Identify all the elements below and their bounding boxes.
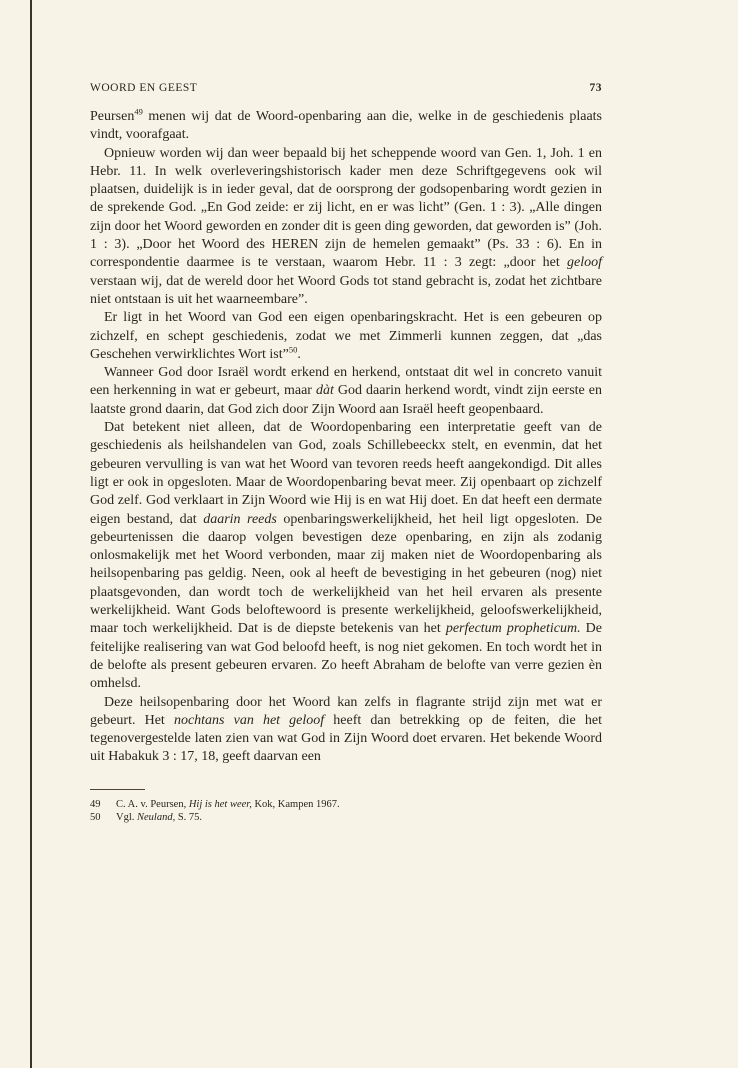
text-run: Kok, Kampen 1967. bbox=[251, 798, 340, 810]
text-run: S. 75. bbox=[175, 812, 203, 824]
text-run: . bbox=[297, 346, 301, 362]
italic-text: dàt bbox=[315, 383, 334, 399]
footnote bbox=[90, 798, 602, 812]
footnotes bbox=[90, 798, 602, 825]
text-run: menen wij dat de Woord-openbaring aan die, welke in de geschiedenis plaats vindt, voorafgaat. bbox=[90, 109, 602, 143]
footnote-text bbox=[116, 798, 340, 812]
text-run: verstaan wij, dat de wereld door het Woord Gods tot stand gebracht is, zodat het zichtbare niet ontstaan is uit het waarneembare”. bbox=[90, 273, 602, 307]
footnote-rule bbox=[90, 789, 145, 790]
paragraph bbox=[90, 309, 602, 364]
text-run: De feitelijke realisering van wat God beloofd heeft, is nog niet gekomen. En toch wordt het in de belofte als present gebeuren ervaren. Zo heeft Abraham de belofte van verre gezien èn omhelsd. bbox=[90, 621, 602, 692]
book-page bbox=[90, 82, 602, 825]
text-run: Opnieuw worden wij dan weer bepaald bij het scheppende woord van Gen. 1, Joh. 1 en Hebr. 11. In welk overleveringshistorisch kader men deze Schriftgegevens ook wil plaatsen, duidelijk is in ieder geval, dat de oorsprong der godsopenbaring wordt gezien in de sprekende God. „En God zeide: er zij licht, en er was licht” (Gen. 1 : 3). „Alle dingen zijn door het Woord geworden en zonder dit is geen ding geworden, dat geworden is” (Joh. 1 : 3). „Door het Woord des HEREN zijn de hemelen gemaakt” (Ps. 33 : 6). En in correspondentie daarmee is te verstaan, waarom Hebr. 11 : 3 zegt: „door het bbox=[90, 145, 602, 271]
footnote-ref: 49 bbox=[134, 106, 143, 117]
text-run: openbaringswerkelijkheid, het heil ligt opgesloten. De gebeurtenissen die daarop volgen bevestigen deze openbaring, en zijn als zodanig onlosmakelijk met het Woord verbonden, maar zij maken niet de Woordopenbaring als heilsopenbaring pas geldig. Neen, ook al heeft de bevestiging in het gebeuren (nog) niet plaatsgevonden, dan wordt toch de werkelijkheid van het heil ervaren als presente werkelijkheid. Want Gods beloftewoord is presente werkelijkheid, geloofswerkelijkheid, maar toch werkelijkheid. Dat is de diepste betekenis van het bbox=[90, 511, 602, 637]
footnote-text bbox=[116, 811, 202, 825]
page-binding-edge bbox=[30, 0, 32, 1068]
italic-text: geloof bbox=[567, 255, 602, 271]
text-run: heeft dan betrekking op de feiten, die het tegenovergestelde laten zien van wat God in Zijn Woord doet ervaren. Het bekende Woord uit Habakuk 3 : 17, 18, geeft daarvan een bbox=[90, 712, 602, 765]
text-run: Wanneer God door Israël wordt erkend en herkend, ontstaat dit wel in concreto vanuit een herkenning in wat er gebeurt, maar bbox=[90, 365, 602, 399]
italic-text: daarin reeds bbox=[203, 511, 277, 527]
text-run: Dat betekent niet alleen, dat de Woordopenbaring een interpretatie geeft van de geschiedenis als heilshandelen van God, zoals Schillebeeckx stelt, en evenmin, dat het gebeuren vervulling is van wat het Woord van tevoren reeds heeft aangekondigd. Dit alles ligt er ook in opgesloten. Maar de Woordopenbaring bevat meer. Zij openbaart op zichzelf God zelf. God verklaart in Zijn Woord wie Hij is en wat Hij doet. En dat heeft een dermate eigen bestand, dat bbox=[90, 420, 602, 527]
running-title: WOORD EN GEEST bbox=[90, 82, 198, 94]
italic-text: Neuland, bbox=[137, 812, 176, 824]
body-text bbox=[90, 108, 602, 767]
text-run: God daarin herkend wordt, vindt zijn eerste en laatste grond daarin, dat God zich door Zijn Woord aan Israël heeft geopenbaard. bbox=[90, 383, 602, 417]
footnote-number: 50 bbox=[90, 812, 101, 824]
footnote-number: 49 bbox=[90, 798, 101, 810]
italic-text: Hij is het weer, bbox=[188, 798, 252, 810]
running-head bbox=[90, 82, 602, 94]
text-run: Er ligt in het Woord van God een eigen openbaringskracht. Het is een gebeuren op zichzelf, en schept geschiedenis, zodat we met Zimmerli kunnen zeggen, dat „das Geschehen verwirklichtes Wort ist” bbox=[90, 310, 602, 362]
paragraph bbox=[90, 694, 602, 767]
italic-text: perfectum propheticum. bbox=[445, 621, 581, 637]
footnote bbox=[90, 811, 602, 825]
text-run: Peursen bbox=[90, 109, 135, 124]
footnote-ref: 50 bbox=[288, 344, 298, 355]
page-number: 73 bbox=[589, 82, 602, 94]
paragraph bbox=[90, 145, 602, 310]
paragraph bbox=[90, 108, 602, 145]
paragraph bbox=[90, 364, 602, 419]
paragraph bbox=[90, 419, 602, 693]
text-run: C. A. v. Peursen, bbox=[116, 798, 189, 810]
text-run: Vgl. bbox=[116, 812, 137, 824]
text-run: Deze heilsopenbaring door het Woord kan zelfs in flagrante strijd zijn met wat er gebeurt. Het bbox=[90, 694, 602, 728]
italic-text: nochtans van het geloof bbox=[173, 712, 325, 728]
